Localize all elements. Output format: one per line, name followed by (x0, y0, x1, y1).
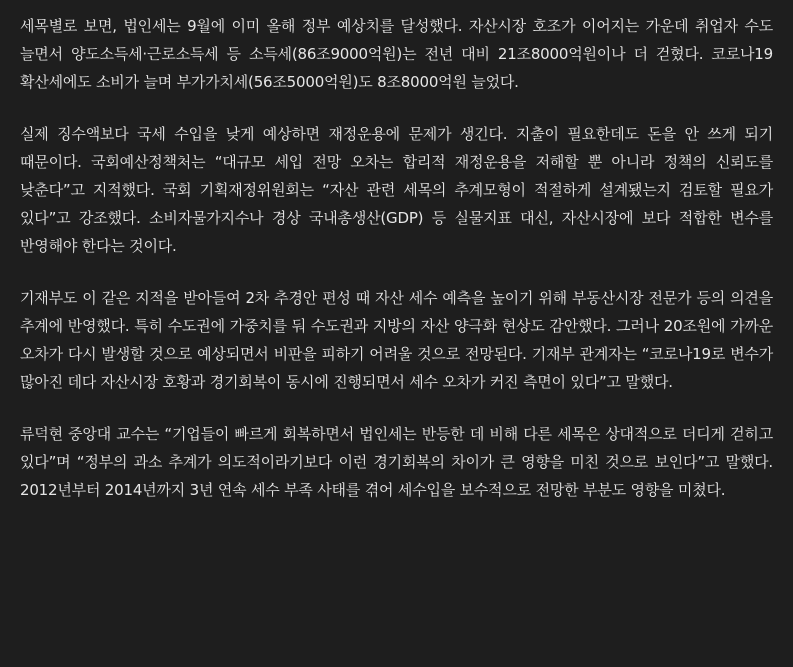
article-paragraph-2: 실제 징수액보다 국세 수입을 낮게 예상하면 재정운용에 문제가 생긴다. 지출이 필요한데도 돈을 안 쓰게 되기 때문이다. 국회예산정책처는 “대규모 세입 전망 오차는 합리적 재정운용을 저해할 뿐 아니라 정책의 신뢰도를 낮춘다”고 지적했다. 국회 기획재정위원회는 “자산 관련 세목의 추계모형이 적절하게 설계됐는지 검토할 필요가 있다”고 강조했다. 소비자물가지수나 경상 국내총생산(GDP) 등 실물지표 대신, 자산시장에 보다 적합한 변수를 반영해야 한다는 것이다. (20, 125, 773, 255)
article-paragraph-4: 류덕현 중앙대 교수는 “기업들이 빠르게 회복하면서 법인세는 반등한 데 비해 다른 세목은 상대적으로 더디게 걷히고 있다”며 “정부의 과소 추계가 의도적이라기보다 이런 경기회복의 차이가 큰 영향을 미친 것으로 보인다”고 말했다. 2012년부터 2014년까지 3년 연속 세수 부족 사태를 겪어 세수입을 보수적으로 전망한 부분도 영향을 미쳤다. (20, 425, 773, 499)
article-paragraph-1: 세목별로 보면, 법인세는 9월에 이미 올해 정부 예상치를 달성했다. 자산시장 호조가 이어지는 가운데 취업자 수도 늘면서 양도소득세·근로소득세 등 소득세(86조9000억원)는 전년 대비 21조8000억원이나 더 걷혔다. 코로나19 확산세에도 소비가 늘며 부가가치세(56조5000억원)도 8조8000억원 늘었다. (20, 17, 773, 91)
article-paragraph-3: 기재부도 이 같은 지적을 받아들여 2차 추경안 편성 때 자산 세수 예측을 높이기 위해 부동산시장 전문가 등의 의견을 추계에 반영했다. 특히 수도권에 가중치를 둬 수도권과 지방의 자산 양극화 현상도 감안했다. 그러나 20조원에 가까운 오차가 다시 발생할 것으로 예상되면서 비판을 피하기 어려울 것으로 전망된다. 기재부 관계자는 “코로나19로 변수가 많아진 데다 자산시장 호황과 경기회복이 동시에 진행되면서 세수 오차가 커진 측면이 있다”고 말했다. (20, 289, 773, 391)
